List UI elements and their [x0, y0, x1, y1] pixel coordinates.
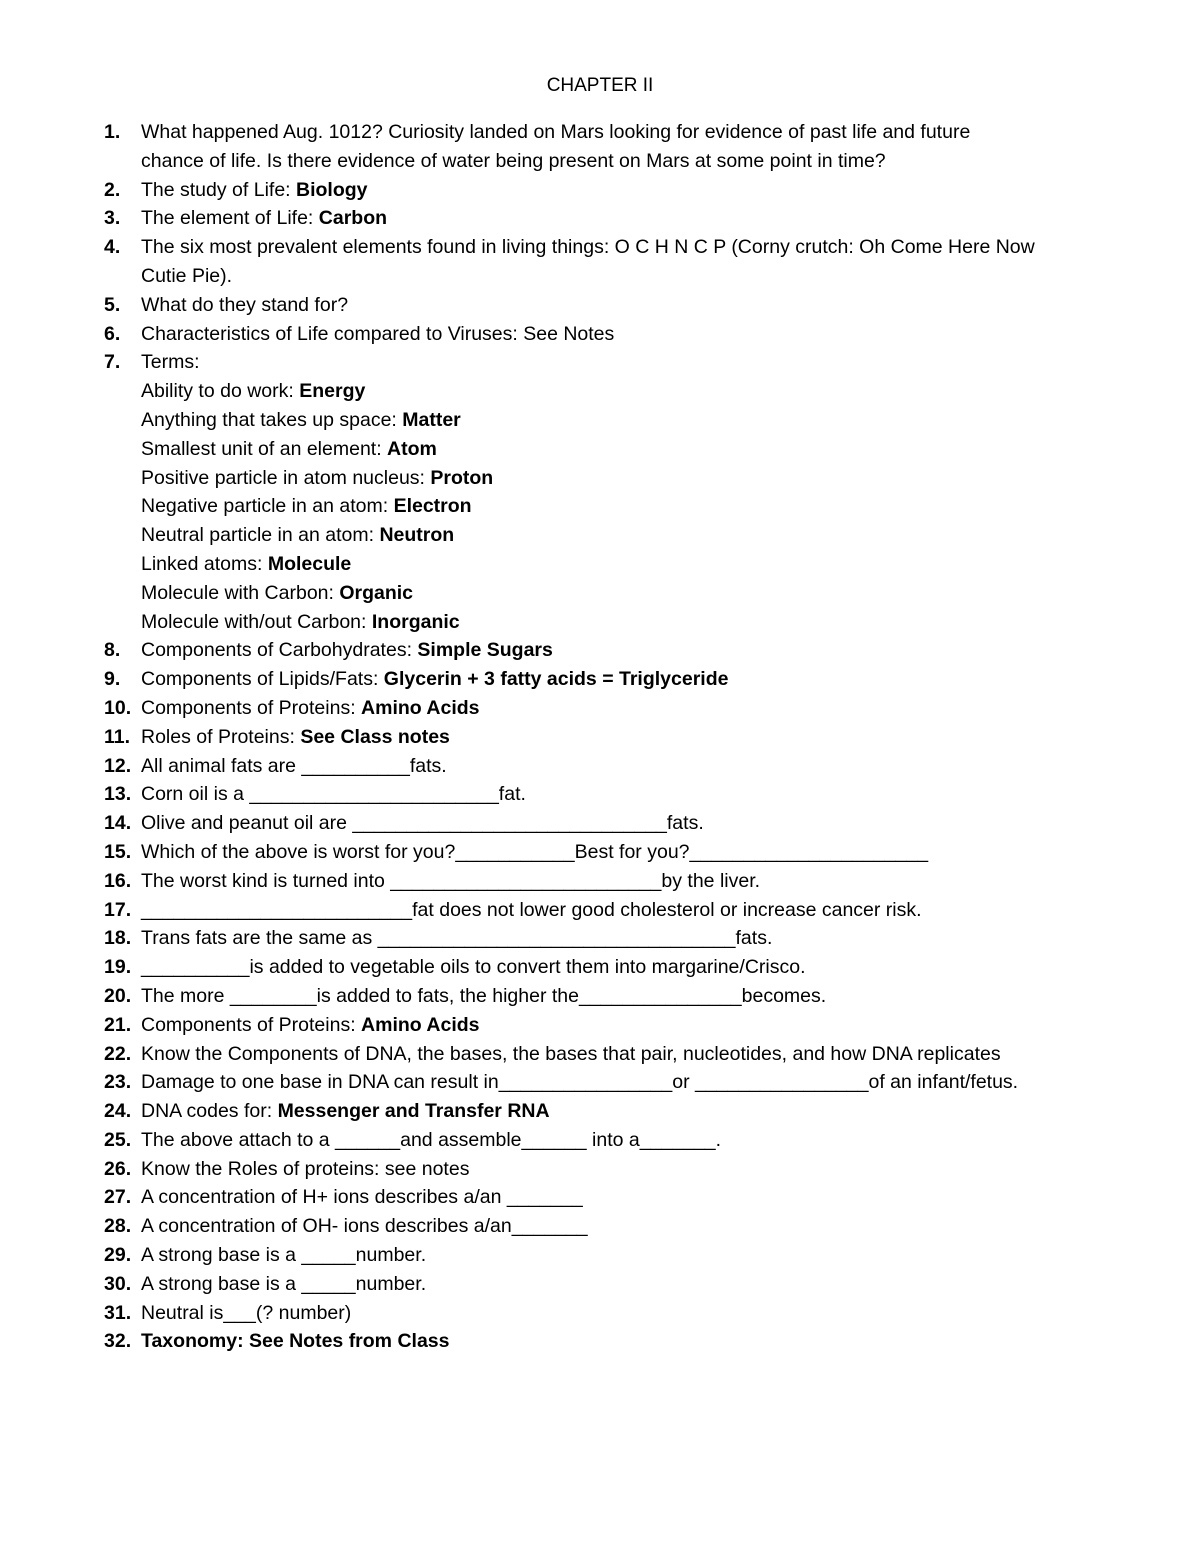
question-line	[141, 809, 1114, 838]
question-line	[141, 147, 1114, 176]
question-line	[141, 176, 1114, 205]
answer-text: Electron	[393, 495, 472, 518]
answer-text: Simple Sugars	[417, 639, 553, 662]
question-text: Neutral particle in an atom:	[141, 524, 380, 547]
question-number: 27.	[104, 1186, 132, 1209]
answer-text: Neutron	[379, 524, 455, 547]
question-item	[104, 233, 1114, 291]
question-item	[104, 1183, 1114, 1212]
question-text: Components of Proteins:	[141, 696, 362, 719]
question-number: 15.	[104, 840, 132, 863]
question-line	[141, 521, 1114, 550]
question-number: 1.	[104, 121, 121, 143]
question-number: 16.	[104, 869, 132, 892]
question-number: 19.	[104, 956, 132, 979]
question-text: What happened Aug. 1012? Curiosity landed on Mars looking for evidence of past life and future	[141, 121, 971, 143]
question-text: Trans fats are the same as _________________________________fats.	[141, 927, 773, 950]
question-text: Components of Lipids/Fats:	[141, 668, 384, 691]
question-line	[141, 1183, 1114, 1212]
question-line	[141, 723, 1114, 752]
question-number: 14.	[104, 812, 132, 835]
question-text: Components of Proteins:	[141, 1013, 362, 1036]
question-line	[141, 204, 1114, 233]
question-text: Which of the above is worst for you?___________Best for you?______________________	[141, 840, 929, 863]
question-item	[104, 1155, 1114, 1184]
answer-text: Taxonomy: See Notes from Class	[141, 1330, 450, 1353]
question-line	[141, 665, 1114, 694]
question-number: 23.	[104, 1071, 132, 1094]
question-line	[141, 1155, 1114, 1184]
question-line	[141, 406, 1114, 435]
question-line	[141, 118, 1114, 147]
question-number: 20.	[104, 984, 132, 1007]
question-number: 3.	[104, 207, 121, 230]
question-text: All animal fats are __________fats.	[141, 754, 447, 777]
question-item	[104, 953, 1114, 982]
question-list	[104, 118, 1114, 1356]
question-item	[104, 752, 1114, 781]
question-text: Olive and peanut oil are _____________________________fats.	[141, 812, 704, 835]
question-text: Damage to one base in DNA can result in________________or ________________of an infant/fetus.	[141, 1071, 1019, 1094]
question-line	[141, 1327, 1114, 1356]
question-text: The worst kind is turned into _________________________by the liver.	[141, 869, 761, 892]
answer-text: Molecule	[267, 552, 352, 575]
answer-text: Biology	[296, 178, 368, 201]
question-text: Anything that takes up space:	[141, 408, 403, 431]
answer-text: Carbon	[318, 207, 388, 230]
question-line	[141, 348, 1114, 377]
question-line	[141, 608, 1114, 637]
question-line	[141, 953, 1114, 982]
question-number: 12.	[104, 754, 132, 777]
question-line	[141, 233, 1114, 262]
question-line	[141, 838, 1114, 867]
question-item	[104, 1011, 1114, 1040]
question-text: The above attach to a ______and assemble______ into a_______.	[141, 1128, 722, 1151]
question-line	[141, 1126, 1114, 1155]
question-line	[141, 924, 1114, 953]
question-text: Know the Roles of proteins: see notes	[141, 1157, 470, 1180]
question-item	[104, 1327, 1114, 1356]
question-line	[141, 291, 1114, 320]
answer-text: Amino Acids	[361, 1013, 480, 1036]
question-item	[104, 1212, 1114, 1241]
question-text: Neutral is___(? number)	[141, 1301, 352, 1324]
answer-text: Glycerin + 3 fatty acids = Triglyceride	[383, 668, 729, 691]
question-item	[104, 1270, 1114, 1299]
question-number: 25.	[104, 1128, 132, 1151]
question-item	[104, 1040, 1114, 1069]
question-item	[104, 723, 1114, 752]
question-text: Components of Carbohydrates:	[141, 639, 418, 662]
question-item	[104, 780, 1114, 809]
question-number: 31.	[104, 1301, 132, 1324]
question-text: Ability to do work:	[141, 380, 300, 403]
question-number: 10.	[104, 696, 132, 719]
question-line	[141, 435, 1114, 464]
question-number: 4.	[104, 236, 121, 259]
answer-text: Proton	[430, 466, 494, 489]
question-text: What do they stand for?	[141, 293, 349, 316]
question-text: The more ________is added to fats, the higher the_______________becomes.	[141, 984, 827, 1007]
question-text: Characteristics of Life compared to Viruses: See Notes	[141, 322, 615, 345]
question-number: 17.	[104, 898, 132, 921]
answer-text: Organic	[339, 581, 414, 604]
question-number: 8.	[104, 639, 121, 662]
question-text: The study of Life:	[141, 178, 297, 201]
question-item	[104, 924, 1114, 953]
question-line	[141, 896, 1114, 925]
question-item	[104, 348, 1114, 636]
question-line	[141, 982, 1114, 1011]
question-item	[104, 176, 1114, 205]
question-number: 32.	[104, 1330, 132, 1353]
question-line	[141, 550, 1114, 579]
question-text: Roles of Proteins:	[141, 725, 301, 748]
question-line	[141, 1068, 1114, 1097]
question-number: 5.	[104, 293, 121, 316]
question-number: 29.	[104, 1244, 132, 1267]
question-text: Molecule with Carbon:	[141, 581, 340, 604]
question-text: A strong base is a _____number.	[141, 1244, 427, 1267]
question-text: Cutie Pie).	[141, 264, 233, 287]
answer-text: Matter	[402, 408, 461, 431]
question-line	[141, 752, 1114, 781]
question-item	[104, 1241, 1114, 1270]
question-text: DNA codes for:	[141, 1100, 278, 1123]
question-line	[141, 464, 1114, 493]
answer-text: Atom	[387, 437, 437, 460]
question-line	[141, 1241, 1114, 1270]
question-item	[104, 1097, 1114, 1126]
question-item	[104, 291, 1114, 320]
question-line	[141, 1040, 1114, 1069]
question-text: A concentration of OH- ions describes a/an_______	[141, 1215, 588, 1238]
answer-text: Inorganic	[371, 610, 460, 633]
question-item	[104, 1068, 1114, 1097]
question-text: Molecule with/out Carbon:	[141, 610, 372, 633]
question-number: 7.	[104, 351, 121, 374]
question-item	[104, 896, 1114, 925]
question-text: Linked atoms:	[141, 552, 268, 575]
question-text: A concentration of H+ ions describes a/an _______	[141, 1186, 583, 1209]
question-number: 26.	[104, 1157, 132, 1180]
question-number: 28.	[104, 1215, 132, 1238]
question-line	[141, 694, 1114, 723]
question-text: _________________________fat does not lower good cholesterol or increase cancer risk.	[141, 898, 922, 921]
question-number: 30.	[104, 1272, 132, 1295]
question-line	[141, 320, 1114, 349]
question-line	[141, 377, 1114, 406]
question-item	[104, 1299, 1114, 1328]
question-item	[104, 809, 1114, 838]
question-number: 2.	[104, 178, 121, 201]
question-text: Negative particle in an atom:	[141, 495, 394, 518]
question-text: Smallest unit of an element:	[141, 437, 388, 460]
question-item	[104, 694, 1114, 723]
question-text: The element of Life:	[141, 207, 319, 230]
question-text: Know the Components of DNA, the bases, the bases that pair, nucleotides, and how DNA replicates	[141, 1042, 1001, 1065]
question-number: 24.	[104, 1100, 132, 1123]
question-item	[104, 636, 1114, 665]
question-text: Terms:	[141, 351, 200, 374]
question-number: 11.	[104, 725, 131, 748]
question-line	[141, 636, 1114, 665]
question-item	[104, 118, 1114, 176]
question-line	[141, 1270, 1114, 1299]
answer-text: See Class notes	[300, 725, 450, 748]
question-item	[104, 867, 1114, 896]
question-line	[141, 867, 1114, 896]
question-line	[141, 780, 1114, 809]
question-text: The six most prevalent elements found in living things: O C H N C P (Corny crutch: Oh Come Here Now	[141, 236, 1035, 259]
question-item	[104, 838, 1114, 867]
question-line	[141, 579, 1114, 608]
question-line	[141, 1212, 1114, 1241]
answer-text: Energy	[299, 380, 366, 403]
question-item	[104, 320, 1114, 349]
question-number: 13.	[104, 783, 132, 806]
question-text: Positive particle in atom nucleus:	[141, 466, 431, 489]
question-item	[104, 982, 1114, 1011]
question-text: chance of life. Is there evidence of water being present on Mars at some point in time?	[141, 149, 886, 172]
question-item	[104, 204, 1114, 233]
question-number: 22.	[104, 1042, 132, 1065]
question-line	[141, 492, 1114, 521]
question-line	[141, 1299, 1114, 1328]
page-title: CHAPTER II	[546, 75, 654, 96]
question-text: __________is added to vegetable oils to convert them into margarine/Crisco.	[141, 956, 806, 979]
question-line	[141, 1097, 1114, 1126]
question-text: Corn oil is a _______________________fat.	[141, 783, 526, 806]
answer-text: Amino Acids	[361, 696, 480, 719]
question-number: 9.	[104, 668, 121, 691]
question-item	[104, 665, 1114, 694]
question-line	[141, 1011, 1114, 1040]
question-line	[141, 262, 1114, 291]
question-number: 6.	[104, 322, 121, 345]
question-number: 18.	[104, 927, 132, 950]
answer-text: Messenger and Transfer RNA	[277, 1100, 550, 1123]
question-item	[104, 1126, 1114, 1155]
question-number: 21.	[104, 1013, 132, 1036]
question-text: A strong base is a _____number.	[141, 1272, 427, 1295]
